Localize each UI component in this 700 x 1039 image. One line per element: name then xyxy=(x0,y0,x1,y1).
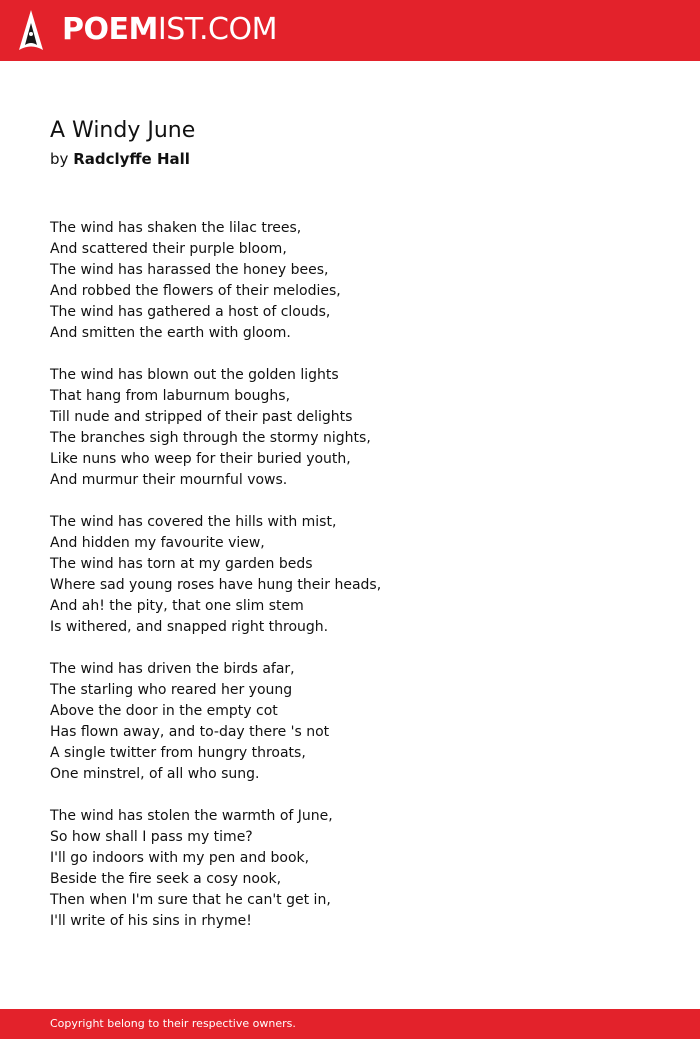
stanza xyxy=(50,659,650,785)
poem-line: The wind has blown out the golden lights xyxy=(50,367,339,383)
poem-line: And hidden my favourite view, xyxy=(50,535,265,551)
poem-line: The wind has driven the birds afar, xyxy=(50,661,295,677)
poem-line: So how shall I pass my time? xyxy=(50,829,253,845)
copyright-notice: Copyright belong to their respective owners. xyxy=(50,1017,296,1030)
poem-line: Like nuns who weep for their buried youth, xyxy=(50,451,351,467)
poem-line: Above the door in the empty cot xyxy=(50,703,278,719)
poem-line: That hang from laburnum boughs, xyxy=(50,388,291,404)
by-label: by xyxy=(50,150,69,168)
poem-line: One minstrel, of all who sung. xyxy=(50,766,260,782)
poem-line: I'll write of his sins in rhyme! xyxy=(50,913,252,929)
poem-line: The wind has covered the hills with mist, xyxy=(50,514,337,530)
poem-line: And murmur their mournful vows. xyxy=(50,472,288,488)
poem-line: The starling who reared her young xyxy=(50,682,293,698)
poem-body xyxy=(50,218,650,953)
stanza xyxy=(50,365,650,491)
poem-line: And ah! the pity, that one slim stem xyxy=(50,598,304,614)
poem-line: And scattered their purple bloom, xyxy=(50,241,287,257)
poem-line: The wind has gathered a host of clouds, xyxy=(50,304,331,320)
poem-line: And smitten the earth with gloom. xyxy=(50,325,291,341)
poem-line: A single twitter from hungry throats, xyxy=(50,745,306,761)
poem-line: I'll go indoors with my pen and book, xyxy=(50,850,310,866)
poem-line: The wind has stolen the warmth of June, xyxy=(50,808,333,824)
site-footer xyxy=(0,1009,700,1039)
site-logo-link[interactable] xyxy=(62,12,277,48)
poem-line: Beside the fire seek a cosy nook, xyxy=(50,871,282,887)
pen-nib-icon xyxy=(18,9,44,52)
site-header xyxy=(0,0,700,61)
poem-line: Then when I'm sure that he can't get in, xyxy=(50,892,331,908)
poem-line: And robbed the flowers of their melodies, xyxy=(50,283,341,299)
poem-title: A Windy June xyxy=(50,118,196,143)
poem-line: Has flown away, and to-day there 's not xyxy=(50,724,330,740)
brand-bold: POEM xyxy=(62,12,158,47)
byline xyxy=(50,148,190,170)
poem-line: Till nude and stripped of their past delights xyxy=(50,409,353,425)
poem-line: The branches sigh through the stormy nights, xyxy=(50,430,371,446)
poem-line: The wind has shaken the lilac trees, xyxy=(50,220,302,236)
stanza xyxy=(50,218,650,344)
poem-line: The wind has harassed the honey bees, xyxy=(50,262,329,278)
brand-light: IST.COM xyxy=(157,12,277,47)
poem-line: The wind has torn at my garden beds xyxy=(50,556,313,572)
poem-line: Where sad young roses have hung their heads, xyxy=(50,577,382,593)
stanza xyxy=(50,512,650,638)
stanza xyxy=(50,806,650,932)
author-name: Radclyffe Hall xyxy=(73,150,190,168)
poem-line: Is withered, and snapped right through. xyxy=(50,619,329,635)
